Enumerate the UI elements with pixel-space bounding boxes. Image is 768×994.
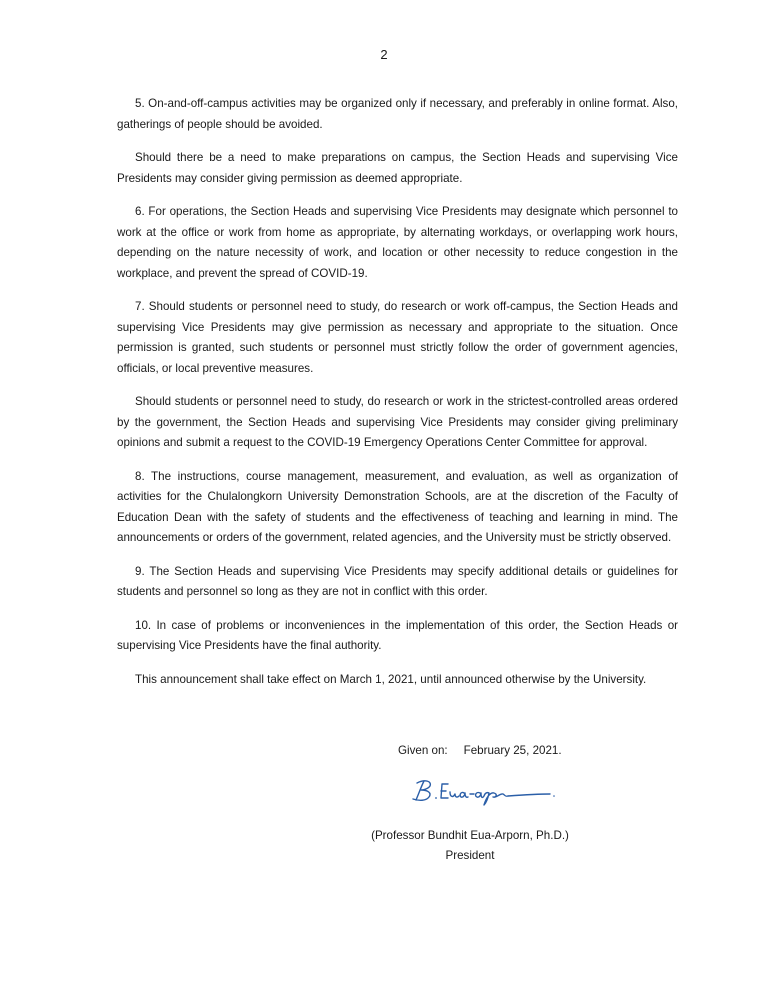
signer-name: (Professor Bundhit Eua-Arporn, Ph.D.) (371, 829, 569, 842)
signer-title: President (445, 849, 495, 862)
handwritten-signature (404, 776, 556, 806)
page-number: 2 (380, 47, 388, 62)
paragraph-item-10: 10. In case of problems or inconveniences in the implementation of this order, the Section Heads or supervising Vice Presidents have the final authority. (117, 618, 678, 652)
paragraph-item-8: 8. The instructions, course management, measurement, and evaluation, as well as organization of activities for the Chulalongkorn University Demonstration Schools, are at the discretion of the Faculty of Education Dean with the safety of students and the effectiveness of teaching and learning in mind. The announcements or orders of the government, related agencies, and the University must be strictly observed. (117, 469, 678, 544)
paragraph-item-7-continued: Should students or personnel need to study, do research or work in the strictest-controlled areas ordered by the government, the Section Heads and supervising Vice Presidents may consider giving preliminary opinions and submit a request to the COVID-19 Emergency Operations Center Committee for approval. (117, 395, 678, 449)
given-on-date: February 25, 2021. (463, 744, 562, 757)
document-body (117, 94, 678, 690)
paragraph-item-9: 9. The Section Heads and supervising Vice Presidents may specify additional details or guidelines for students and personnel so long as they are not in conflict with this order. (117, 564, 678, 598)
paragraph-item-7: 7. Should students or personnel need to study, do research or work off-campus, the Section Heads and supervising Vice Presidents may give permission as necessary and appropriate to the situation. Once permission is granted, such students or personnel must strictly follow the order of government agencies, officials, or local preventive measures. (117, 300, 678, 375)
paragraph-item-5-continued: Should there be a need to make preparations on campus, the Section Heads and supervising Vice Presidents may consider giving permission as deemed appropriate. (117, 151, 678, 185)
paragraph-item-5: 5. On-and-off-campus activities may be organized only if necessary, and preferably in online format. Also, gatherings of people should be avoided. (117, 97, 678, 131)
paragraph-item-6: 6. For operations, the Section Heads and supervising Vice Presidents may designate which personnel to work at the office or work from home as appropriate, by alternating workdays, or overlapping work hours, depending on the nature necessity of work, and location or other necessity to reduce congestion in the workplace, and prevent the spread of COVID-19. (117, 205, 678, 280)
given-on-label: Given on: (398, 744, 448, 757)
signature-block (330, 826, 610, 866)
effective-date-statement: This announcement shall take effect on March 1, 2021, until announced otherwise by the University. (135, 672, 647, 686)
given-on-line (398, 743, 562, 759)
